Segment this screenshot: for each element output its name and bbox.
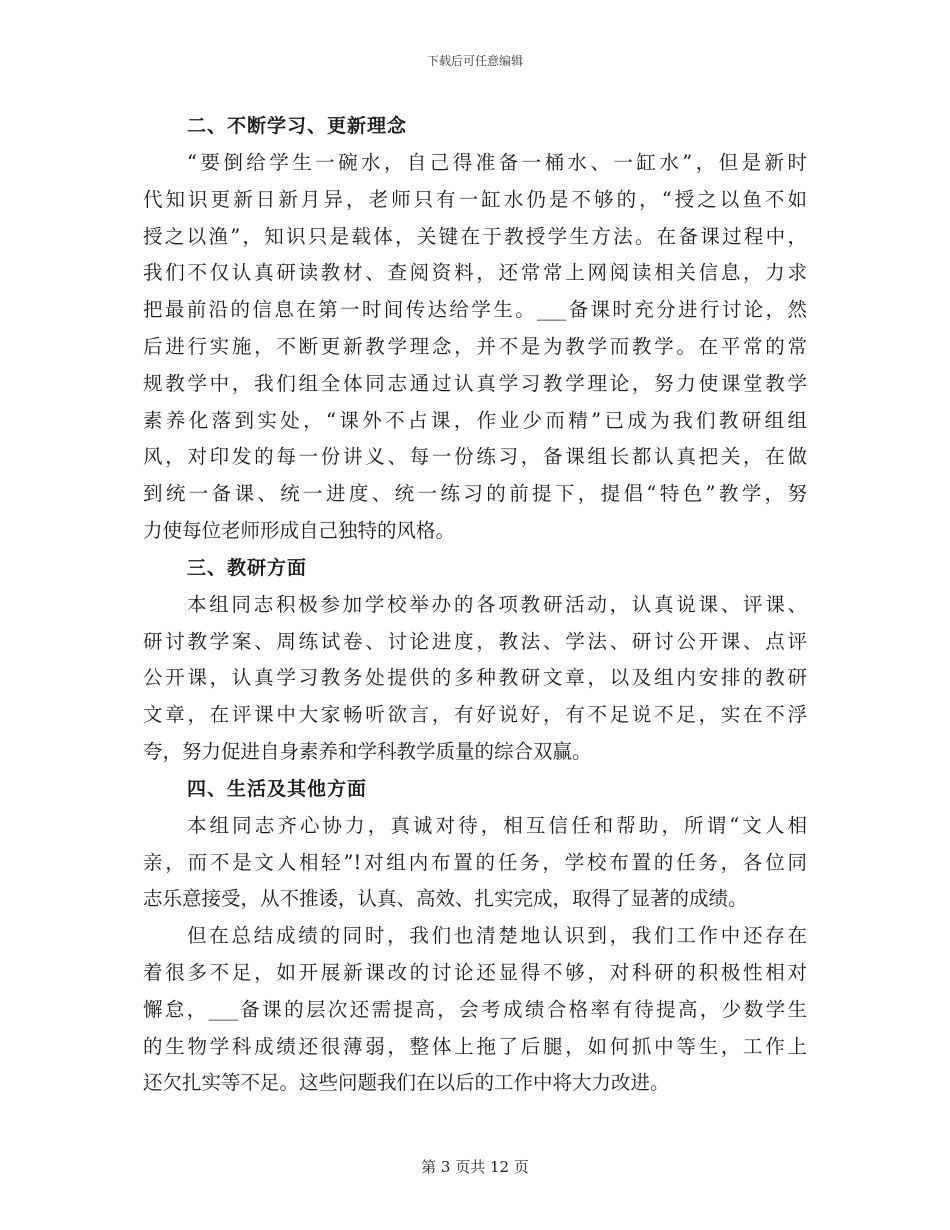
- text-line: 公开课，认真学习教务处提供的多种教研文章，以及组内安排的教研: [143, 666, 807, 690]
- page-footer: 第 3 页共 12 页: [421, 1158, 529, 1176]
- text-line: 本组同志齐心协力，真诚对待，相互信任和帮助，所谓“文人相: [187, 813, 807, 837]
- text-line: 的生物学科成绩还很薄弱，整体上拖了后腿，如何抓中等生，工作上: [143, 1034, 807, 1058]
- text-line: 力使每位老师形成自己独特的风格。: [143, 518, 456, 542]
- text-line: 夸，努力促进自身素养和学科教学质量的综合双赢。: [143, 739, 592, 763]
- text-line: 但在总结成绩的同时，我们也清楚地认识到，我们工作中还存在: [187, 924, 807, 948]
- page-header: 下载后可任意编辑: [426, 54, 523, 68]
- paragraph: [143, 918, 807, 1102]
- text-line: 素养化落到实处，“课外不占课，作业少而精”已成为我们教研组组: [143, 408, 807, 432]
- text-line: 本组同志积极参加学校举办的各项教研活动，认真说课、评课、: [187, 592, 807, 616]
- text-line: 风，对印发的每一份讲义、每一份练习，备课组长都认真把关，在做: [143, 445, 807, 469]
- section-heading: 三、教研方面: [187, 556, 308, 579]
- text-line: 到统一备课、统一进度、统一练习的前提下，提倡“特色”教学，努: [143, 482, 807, 506]
- text-line: 文章，在评课中大家畅听欲言，有好说好，有不足说不足，实在不浮: [143, 703, 807, 727]
- text-line: 研讨教学案、周练试卷、讨论进度，教法、学法、研讨公开课、点评: [143, 629, 807, 653]
- section-heading: 四、生活及其他方面: [187, 777, 368, 800]
- text-line: 懈怠，___备课的层次还需提高，会考成绩合格率有待提高，少数学生: [143, 997, 807, 1021]
- section-heading: 二、不断学习、更新理念: [187, 115, 408, 137]
- paragraph: [143, 587, 807, 771]
- text-line: 亲，而不是文人相轻”!对组内布置的任务，学校布置的任务，各位同: [143, 850, 807, 874]
- text-line: 授之以渔”，知识只是载体，关键在于教授学生方法。在备课过程中，: [143, 224, 807, 248]
- text-line: 志乐意接受，从不推诿，认真、高效、扎实完成，取得了显著的成绩。: [143, 887, 748, 911]
- paragraph: [143, 145, 807, 550]
- document-body: [143, 108, 807, 1102]
- paragraph: [143, 808, 807, 918]
- text-line: 代知识更新日新月异，老师只有一缸水仍是不够的，“授之以鱼不如: [143, 187, 807, 211]
- text-line: 把最前沿的信息在第一时间传达给学生。___备课时充分进行讨论，然: [143, 298, 807, 322]
- text-line: 我们不仅认真研读教材、查阅资料，还常常上网阅读相关信息，力求: [143, 261, 807, 285]
- text-line: 着很多不足，如开展新课改的讨论还显得不够，对科研的积极性相对: [143, 960, 807, 984]
- text-line: 规教学中，我们组全体同志通过认真学习教学理论，努力使课堂教学: [143, 371, 807, 395]
- text-line: 后进行实施，不断更新教学理念，并不是为教学而教学。在平常的常: [143, 334, 807, 358]
- text-line: 还欠扎实等不足。这些问题我们在以后的工作中将大力改进。: [143, 1071, 670, 1095]
- text-line: “要倒给学生一碗水，自己得准备一桶水、一缸水”，但是新时: [187, 151, 807, 174]
